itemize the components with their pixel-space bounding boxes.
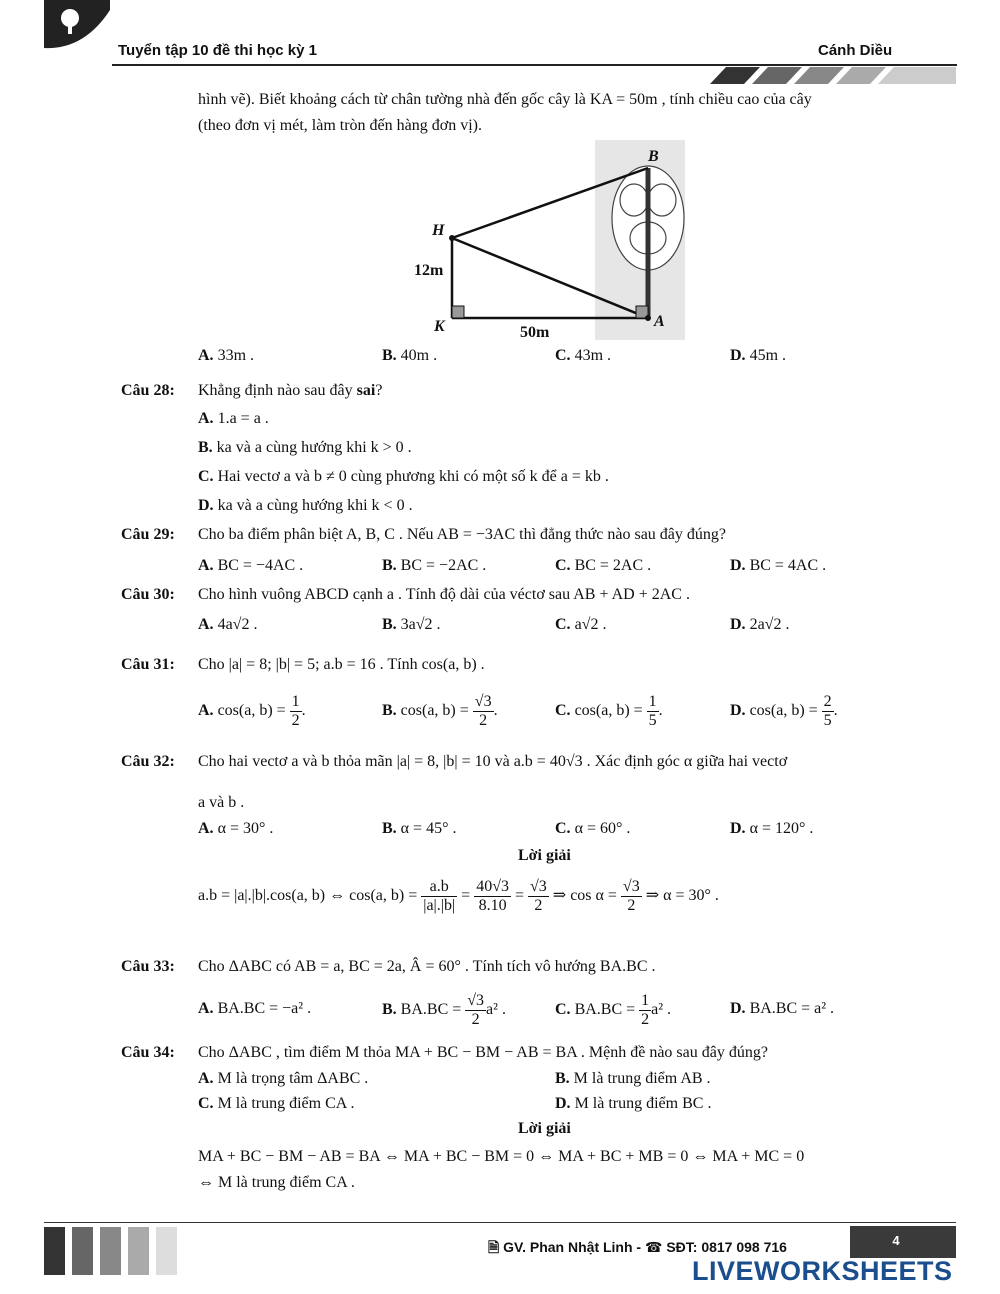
q33-stem: Cho ΔABC có AB = a, BC = 2a, Â = 60° . Tính tích vô hướng BA.BC . [198, 958, 656, 975]
q34-solution-title: Lời giải [518, 1120, 571, 1137]
q33-option-a[interactable]: A. BA.BC = −a² . [198, 1000, 312, 1017]
footer-bar [44, 1227, 65, 1275]
q33-label: Câu 33: [121, 958, 175, 975]
footer-bar [72, 1227, 93, 1275]
q33-option-c[interactable]: C. BA.BC = $\frac{1}{2}$ a² . [555, 992, 672, 1028]
q34-stem: Cho ΔABC , tìm điểm M thỏa MA + BC − BM − AB = BA . Mệnh đề nào sau đây đúng? [198, 1044, 768, 1061]
footer-contact: 🗎 GV. Phan Nhật Linh - ☎ SĐT: 0817 098 716 [488, 1239, 787, 1255]
q32-option-d[interactable]: D. α = 120° . [730, 820, 814, 837]
q29-label: Câu 29: [121, 526, 175, 543]
q30-option-b[interactable]: B. 3a√2 . [382, 616, 441, 633]
q31-option-b[interactable]: B. cos(a, b) = $\frac{√3}{2}$ . [382, 693, 498, 729]
header-divider [112, 64, 957, 66]
intro-line-1: hình vẽ). Biết khoảng cách từ chân tường nhà đến gốc cây là KA = 50m , tính chiều cao của cây [198, 91, 812, 108]
document-icon: 🗎 [488, 1239, 500, 1255]
q31-stem: Cho |a| = 8; |b| = 5; a.b = 16 . Tính cos(a, b) . [198, 656, 485, 673]
q27-option-d[interactable]: D. 45m . [730, 347, 787, 364]
q34-solution-2: ⇔ M là trung điểm CA . [198, 1174, 355, 1191]
q34-option-a[interactable]: A. M là trọng tâm ΔABC . [198, 1070, 369, 1087]
q32-option-b[interactable]: B. α = 45° . [382, 820, 457, 837]
q32-solution-title: Lời giải [518, 847, 571, 864]
q30-option-c[interactable]: C. a√2 . [555, 616, 607, 633]
q29-option-d[interactable]: D. BC = 4AC . [730, 557, 827, 574]
q29-option-c[interactable]: C. BC = 2AC . [555, 557, 652, 574]
q34-option-b[interactable]: B. M là trung điểm AB . [555, 1070, 711, 1087]
q33-option-d[interactable]: D. BA.BC = a² . [730, 1000, 835, 1017]
label-12m: 12m [414, 262, 444, 279]
header-stripes [700, 67, 956, 85]
label-50m: 50m [520, 324, 550, 341]
q28-stem: Khẳng định nào sau đây sai? [198, 382, 383, 399]
q31-option-d[interactable]: D. cos(a, b) = $\frac{2}{5}$ . [730, 693, 838, 729]
q30-option-a[interactable]: A. 4a√2 . [198, 616, 258, 633]
q28-label: Câu 28: [121, 382, 175, 399]
header-subject: Cánh Diều [818, 42, 893, 59]
tree-logo-icon [44, 0, 110, 50]
q29-option-a[interactable]: A. BC = −4AC . [198, 557, 304, 574]
intro-line-2: (theo đơn vị mét, làm tròn đến hàng đơn vị). [198, 117, 482, 134]
q31-label: Câu 31: [121, 656, 175, 673]
q28-option-c[interactable]: C. Hai vectơ a và b ≠ 0 cùng phương khi có một số k để a = kb . [198, 468, 609, 485]
q32-label: Câu 32: [121, 753, 175, 770]
q28-option-b[interactable]: B. ka và a cùng hướng khi k > 0 . [198, 439, 412, 456]
label-B: B [648, 148, 659, 165]
q32-stem-2: a và b . [198, 794, 245, 811]
q27-option-a[interactable]: A. 33m . [198, 347, 255, 364]
header-title: Tuyển tập 10 đề thi học kỳ 1 [118, 42, 317, 59]
q34-label: Câu 34: [121, 1044, 175, 1061]
q31-option-c[interactable]: C. cos(a, b) = $\frac{1}{5}$ . [555, 693, 663, 729]
label-A: A [654, 313, 665, 330]
q34-solution-1: MA + BC − BM − AB = BA ⇔ MA + BC − BM = 0 ⇔ MA + BC + MB = 0 ⇔ MA + MC = 0 [198, 1148, 805, 1165]
q32-stem: Cho hai vectơ a và b thỏa mãn |a| = 8, |b| = 10 và a.b = 40√3 . Xác định góc α giữa hai vectơ [198, 753, 788, 770]
footer-bar [100, 1227, 121, 1275]
q29-stem: Cho ba điểm phân biệt A, B, C . Nếu AB = −3AC thì đẳng thức nào sau đây đúng? [198, 526, 726, 543]
q32-option-a[interactable]: A. α = 30° . [198, 820, 274, 837]
tree-diagram [410, 138, 690, 344]
q32-option-c[interactable]: C. α = 60° . [555, 820, 631, 837]
q34-option-d[interactable]: D. M là trung điểm BC . [555, 1095, 712, 1112]
footer-divider [44, 1222, 956, 1223]
q30-option-d[interactable]: D. 2a√2 . [730, 616, 790, 633]
q27-option-b[interactable]: B. 40m . [382, 347, 438, 364]
page-number: 4 [892, 1233, 900, 1248]
q31-option-a[interactable]: A. cos(a, b) = $\frac{1}{2}$ . [198, 693, 306, 729]
q33-option-b[interactable]: B. BA.BC = $\frac{√3}{2}$ a² . [382, 992, 506, 1028]
footer-bar [128, 1227, 149, 1275]
geometry-figure [410, 138, 690, 344]
label-H: H [432, 222, 445, 239]
logo [44, 0, 110, 50]
q29-option-b[interactable]: B. BC = −2AC . [382, 557, 487, 574]
footer-bar [156, 1227, 177, 1275]
q30-stem: Cho hình vuông ABCD cạnh a . Tính độ dài của véctơ sau AB + AD + 2AC . [198, 586, 690, 603]
q34-option-c[interactable]: C. M là trung điểm CA . [198, 1095, 355, 1112]
q32-solution: a.b = |a|.|b|.cos(a, b) ⇔ cos(a, b) = $\frac{a.b}{|a|.|b|}$ = $\frac{40√3}{8.10}$ = $\frac{√3}{2}$ ⇒ cos α = $\frac{√3}{2}$ ⇒ α = 30° . [198, 878, 719, 914]
q27-option-c[interactable]: C. 43m . [555, 347, 612, 364]
label-K: K [434, 318, 445, 335]
liveworksheets-brand[interactable]: LIVEWORKSHEETS [692, 1256, 953, 1286]
q28-option-d[interactable]: D. ka và a cùng hướng khi k < 0 . [198, 497, 413, 514]
phone-icon: ☎ [644, 1239, 663, 1255]
q28-option-a[interactable]: A. 1.a = a . [198, 410, 269, 427]
q30-label: Câu 30: [121, 586, 175, 603]
